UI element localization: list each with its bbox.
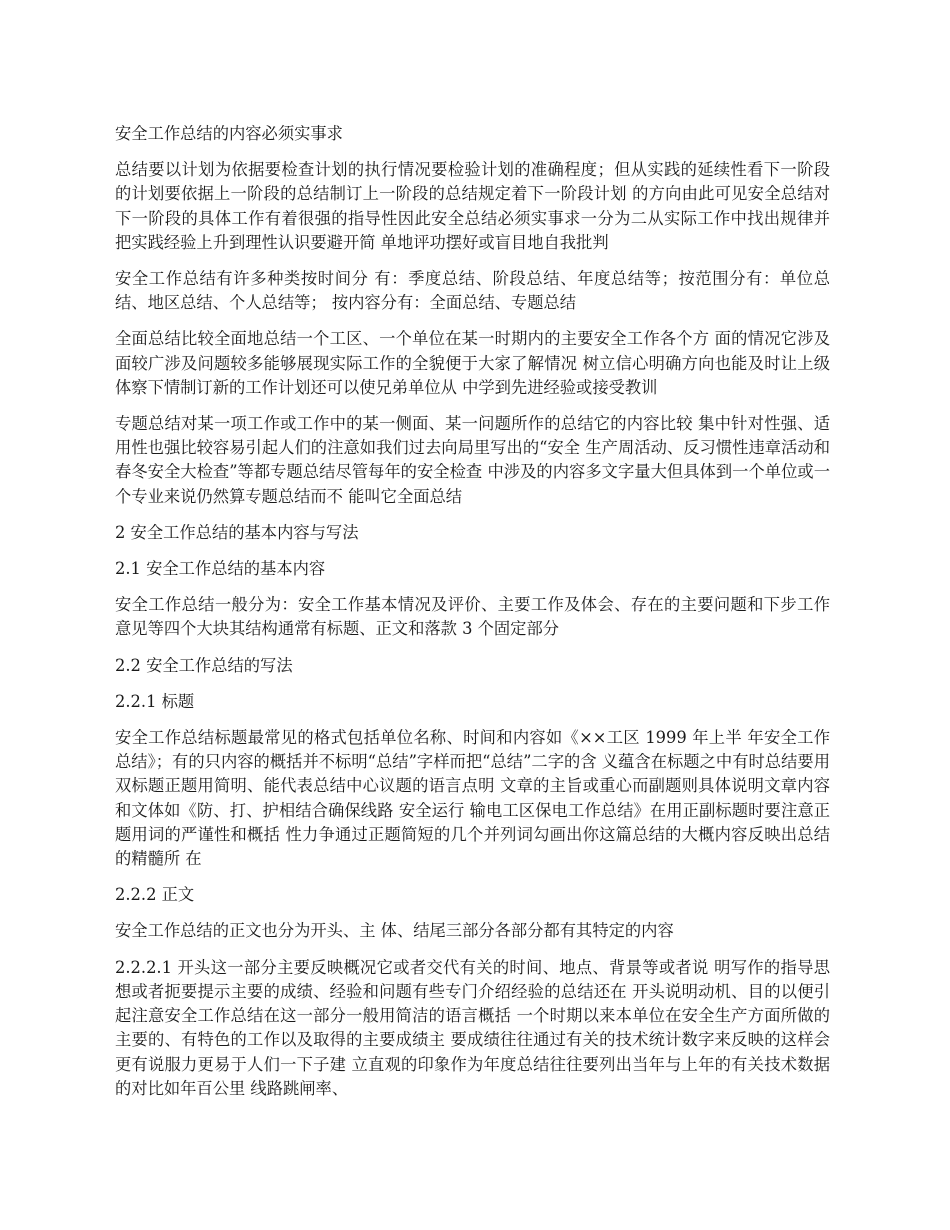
paragraph: 安全工作总结一般分为：安全工作基本情况及评价、主要工作及体会、存在的主要问题和下步工作意见等四个大块其结构通常有标题、正文和落款 3 个固定部分	[115, 595, 830, 639]
subsection-heading: 2.1 安全工作总结的基本内容	[115, 559, 326, 579]
paragraph: 安全工作总结标题最常见的格式包括单位名称、时间和内容如《××工区 1999 年上半 年安全工作总结》；有的只内容的概括并不标明“总结”字样而把“总结”二字的含 义蕴含在标题之中有时总结要用双标题正题用简明、能代表总结中心议题的语言点明 文章的主旨或重心而副题则具体说明文章内容和文体如《防、打、护相结合确保线路 安全运行 输电工区保电工作总结》在用正副标题时要注意正题用词的严谨性和概括 性力争通过正题简短的几个并列词勾画出你这篇总结的大概内容反映出总结的精髓所 在	[115, 728, 830, 869]
paragraph: 全面总结比较全面地总结一个工区、一个单位在某一时期内的主要安全工作各个方 面的情况它涉及面较广涉及问题较多能够展现实际工作的全貌便于大家了解情况 树立信心明确方向也能及时让上级体察下情制订新的工作计划还可以使兄弟单位从 中学到先进经验或接受教训	[115, 329, 830, 397]
paragraph: 专题总结对某一项工作或工作中的某一侧面、某一问题所作的总结它的内容比较 集中针对性强、适用性也强比较容易引起人们的注意如我们过去向局里写出的“安全 生产周活动、反习惯性违章活动和春冬安全大检查”等都专题总结尽管每年的安全检查 中涉及的内容多文字量大但具体到一个单位或一个专业来说仍然算专题总结而不 能叫它全面总结	[115, 414, 830, 506]
document-page	[115, 122, 830, 1113]
subsection-heading: 2.2 安全工作总结的写法	[115, 655, 293, 675]
paragraph: 安全工作总结有许多种类按时间分 有：季度总结、阶段总结、年度总结等；按范围分有：单位总结、地区总结、个人总结等； 按内容分有：全面总结、专题总结	[115, 269, 830, 313]
paragraph: 2.2.2.1 开头这一部分主要反映概况它或者交代有关的时间、地点、背景等或者说 明写作的指导思想或者扼要提示主要的成绩、经验和问题有些专门介绍经验的总结还在 开头说明动机、目的以便引起注意安全工作总结在这一部分一般用简洁的语言概括 一个时期以来本单位在安全生产方面所做的主要的、有特色的工作以及取得的主要成绩主 要成绩往往通过有关的技术统计数字来反映的这样会更有说服力更易于人们一下子建 立直观的印象作为年度总结往往要列出当年与上年的有关技术数据的对比如年百公里 线路跳闸率、	[115, 957, 830, 1098]
subsubsection-heading: 2.2.2 正文	[115, 885, 195, 905]
section-heading: 安全工作总结的内容必须实事求	[115, 124, 343, 143]
paragraph: 安全工作总结的正文也分为开头、主 体、结尾三部分各部分都有其特定的内容	[115, 921, 674, 941]
section-heading: 2 安全工作总结的基本内容与写法	[115, 522, 359, 542]
paragraph: 总结要以计划为依据要检查计划的执行情况要检验计划的准确程度；但从实践的延续性看下一阶段的计划要依据上一阶段的总结制订上一阶段的总结规定着下一阶段计划 的方向由此可见安全总结对下一阶段的具体工作有着很强的指导性因此安全总结必须实事求一分为二从实际工作中找出规律并把实践经验上升到理性认识要避开简 单地评功摆好或盲目地自我批判	[115, 160, 830, 252]
subsubsection-heading: 2.2.1 标题	[115, 691, 195, 711]
